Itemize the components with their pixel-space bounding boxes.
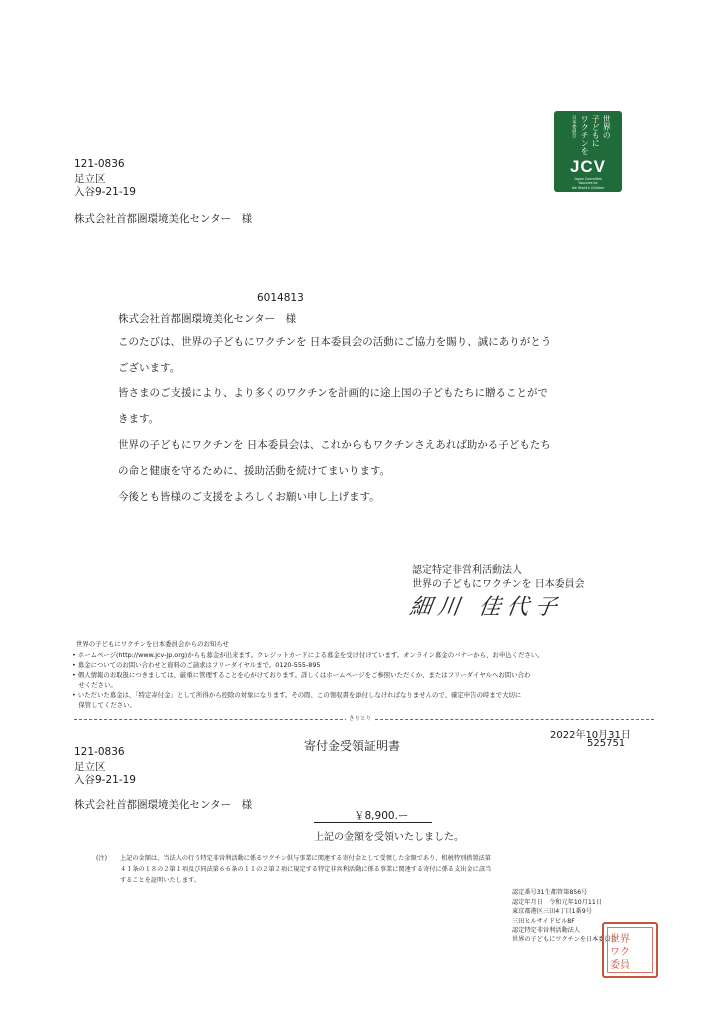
donor-id: 6014813: [257, 292, 304, 304]
jcv-logo: [554, 111, 622, 192]
notice-item: 保管してください。: [72, 701, 136, 709]
note-label: (注): [96, 855, 108, 862]
logo-col-1: 世界の: [602, 115, 612, 139]
issuer-line: 認定番号31生都管第856号: [512, 889, 588, 896]
seal-glyph: 世界: [610, 934, 630, 945]
logo-subtitle-line: Japan Committee: [573, 177, 603, 181]
notice-item: • 個人情報のお取扱につきましては、厳重に管理することを心がけております。詳しくはホームページをご参照いただくか、またはフリーダイヤルへお問い合わ: [72, 671, 531, 679]
letter-recipient: 株式会社首都圏環境美化センター 様: [118, 313, 297, 325]
letter-line: 皆さまのご支援により、より多くのワクチンを計画的に途上国の子どもたちに贈ることがで: [118, 387, 548, 399]
seal-glyph: 委員: [610, 960, 630, 971]
top-ward: 足立区: [74, 173, 106, 185]
letter-line: きます。: [118, 413, 160, 425]
receipt-address: 入谷9-21-19: [74, 774, 136, 786]
cut-label: きりとり: [346, 714, 374, 722]
seal-glyph: ワク: [610, 947, 630, 958]
logo-col-4: 日本委員会: [571, 115, 577, 138]
notice-title: 世界の子どもにワクチンを日本委員会からのお知らせ: [76, 640, 229, 648]
letter-line: の命と健康を守るために、援助活動を続けてまいります。: [118, 465, 391, 477]
receipt-number: 525751: [587, 738, 626, 749]
logo-subtitle-line: Vaccines for: [578, 181, 598, 186]
amount-underline: [314, 822, 432, 823]
letter-line: ございます。: [118, 362, 181, 374]
issuer-line: 認定年月日 令和元年10月11日: [512, 899, 602, 906]
logo-col-2: 子どもに: [591, 115, 601, 147]
org-type: 認定特定非営利活動法人: [412, 565, 522, 576]
issuer-line: 認定特定非営利活動法人: [512, 927, 581, 934]
note-line: することを証明いたします。: [120, 877, 200, 884]
letter-line: 今後とも皆様のご支援をよろしくお願い申し上げます。: [118, 491, 380, 503]
issuer-line: 東京都港区三田4丁目1番9号: [512, 908, 592, 915]
top-postal: 121-0836: [74, 158, 125, 170]
notice-item: • いただいた募金は、「特定寄付金」として所得から控除の対象になります。その際、この領収書を添付しなければなりませんので、確定申告の時まで大切に: [72, 691, 522, 699]
receipt-ward: 足立区: [74, 761, 106, 773]
received-text: 上記の金額を受領いたしました。: [314, 832, 464, 843]
logo-subtitle: [558, 177, 618, 190]
top-address: 入谷9-21-19: [74, 186, 136, 198]
receipt-date: 2022年10月31日: [550, 730, 631, 741]
signature: 細川 佳代子: [407, 595, 565, 620]
notice-item: • 募金についてのお問い合わせと資料のご請求はフリーダイヤルまで。0120-555-895: [72, 661, 321, 669]
org-name: 世界の子どもにワクチンを 日本委員会: [412, 579, 585, 590]
receipt-postal: 121-0836: [74, 746, 125, 758]
receipt-title: 寄付金受領証明書: [304, 739, 401, 753]
top-recipient: 株式会社首都圏環境美化センター 様: [74, 213, 253, 225]
logo-col-3: ワクチンを: [580, 115, 590, 155]
letter-line: 世界の子どもにワクチンを 日本委員会は、これからもワクチンさえあれば助かる子どもたち: [118, 439, 551, 451]
issuer-line: 世界の子どもにワクチンを日本委員会: [512, 936, 617, 943]
note-line: ４１条の１８の２第１項及び同法第６６条の１１の２第２項に規定する特定非営利活動に係る事業に関連する寄付に係る支出金に該当: [120, 866, 492, 873]
logo-subtitle-line: the World's Children: [571, 185, 605, 190]
official-seal: [602, 922, 658, 978]
issuer-line: 三田ヒルサイドビル8F: [512, 918, 575, 925]
receipt-amount: ￥8,900.ー: [354, 810, 409, 822]
notice-item: せください。: [72, 681, 117, 689]
notice-item: • ホームページ(http://www.jcv-jp.org)からも募金が出来ます。クレジットカードによる募金を受け付けています。オンライン募金のバナーから、お申込ください。: [72, 651, 544, 659]
letter-line: このたびは、世界の子どもにワクチンを 日本委員会の活動にご協力を賜り、誠にありがとう: [118, 336, 552, 348]
receipt-recipient: 株式会社首都圏環境美化センター 様: [74, 799, 253, 811]
logo-mark: JCV: [569, 157, 607, 176]
note-line: 上記の金額は、当法人の行う特定非営利活動に係るワクチン供与事業に関連する寄付金として受領した金額であり、租税特別措置法第: [120, 855, 491, 862]
